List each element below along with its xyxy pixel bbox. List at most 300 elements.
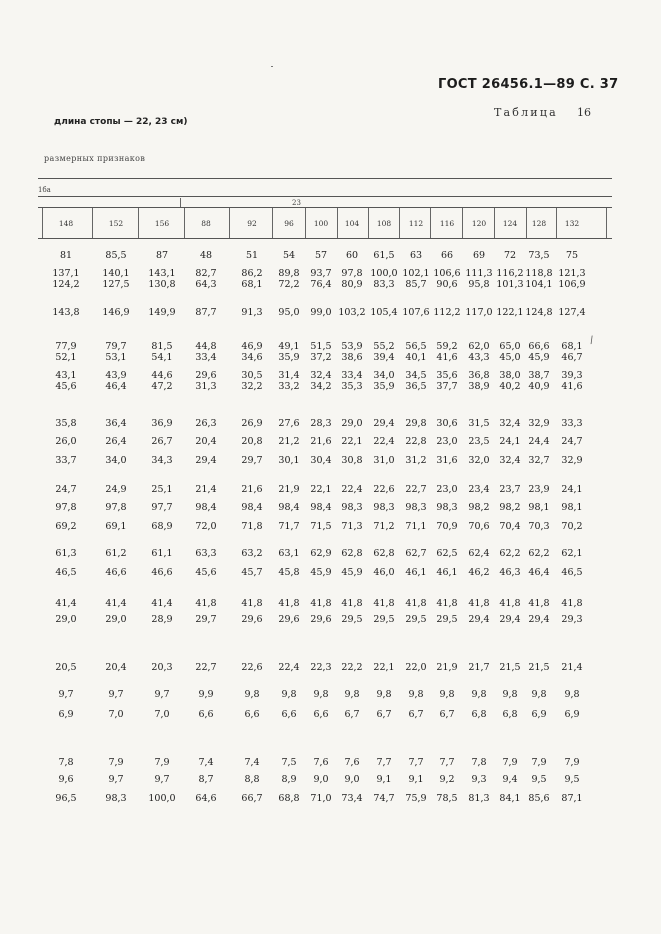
cell-line: 51 bbox=[245, 250, 259, 261]
cell-line: 68,1 bbox=[241, 279, 263, 290]
cell-line: 45,9 bbox=[310, 567, 332, 578]
cell-line: 66,6 bbox=[528, 341, 550, 352]
cell-line: 9,8 bbox=[313, 689, 329, 700]
cell-line: 93,7 bbox=[310, 268, 332, 279]
cell-line: 7,4 bbox=[198, 757, 214, 768]
table-cell bbox=[184, 548, 228, 559]
cell-line: 36,5 bbox=[405, 381, 427, 392]
cell-line: 41,8 bbox=[436, 598, 458, 609]
table-cell bbox=[94, 370, 138, 392]
group-divider bbox=[180, 198, 181, 207]
table-cell bbox=[184, 484, 228, 495]
group-value: 23 bbox=[292, 199, 301, 207]
table-cell bbox=[140, 436, 184, 447]
cell-line: 49,1 bbox=[278, 341, 300, 352]
table-cell bbox=[140, 567, 184, 578]
cell-line: 70,9 bbox=[436, 521, 458, 532]
table-subtitle: длина стопы — 22, 23 см) bbox=[54, 117, 188, 127]
table-cell bbox=[184, 455, 228, 466]
cell-line: 9,5 bbox=[531, 774, 547, 785]
cell-line: 20,4 bbox=[105, 662, 127, 673]
cell-line: 54 bbox=[282, 250, 296, 261]
cell-line: 87 bbox=[155, 250, 169, 261]
features-label: размерных признаков bbox=[44, 154, 146, 163]
pencil-mark-icon: / bbox=[589, 334, 595, 347]
cell-line: 95,0 bbox=[278, 307, 300, 318]
column-divider bbox=[272, 208, 273, 238]
cell-line: 46,7 bbox=[561, 352, 583, 363]
cell-line: 22,7 bbox=[405, 484, 427, 495]
cell-line: 46,6 bbox=[105, 567, 127, 578]
table-cell bbox=[184, 774, 228, 785]
cell-line: 83,3 bbox=[373, 279, 395, 290]
cell-line: 7,8 bbox=[471, 757, 487, 768]
column-header: 128 bbox=[531, 219, 547, 228]
cell-line: 6,6 bbox=[281, 709, 297, 720]
cell-line: 22,1 bbox=[373, 662, 395, 673]
cell-line: 6,8 bbox=[502, 709, 518, 720]
table-cell bbox=[550, 436, 594, 447]
table-cell bbox=[44, 567, 88, 578]
table-cell bbox=[184, 567, 228, 578]
cell-line: 70,2 bbox=[561, 521, 583, 532]
table-cell bbox=[550, 484, 594, 495]
cell-line: 44,6 bbox=[151, 370, 173, 381]
cell-line: 32,4 bbox=[499, 455, 521, 466]
cell-line: 9,7 bbox=[58, 689, 74, 700]
table-cell bbox=[140, 774, 184, 785]
table-cell bbox=[44, 455, 88, 466]
cell-line: 96,5 bbox=[55, 793, 77, 804]
cell-line: 68,9 bbox=[151, 521, 173, 532]
table-cell bbox=[550, 662, 594, 673]
cell-line: 9,7 bbox=[108, 774, 124, 785]
cell-line: 26,4 bbox=[105, 436, 127, 447]
table-cell bbox=[184, 502, 228, 513]
cell-line: 40,9 bbox=[528, 381, 550, 392]
cell-line: 9,9 bbox=[198, 689, 214, 700]
cell-line: 99,0 bbox=[310, 307, 332, 318]
cell-line: 29,7 bbox=[241, 455, 263, 466]
cell-line: 21,5 bbox=[499, 662, 521, 673]
cell-line: 38,9 bbox=[468, 381, 490, 392]
speck bbox=[271, 66, 273, 67]
cell-line: 24,1 bbox=[561, 484, 583, 495]
table-cell bbox=[94, 793, 138, 804]
cell-line: 6,6 bbox=[198, 709, 214, 720]
cell-line: 106,6 bbox=[433, 268, 461, 279]
cell-line: 75,9 bbox=[405, 793, 427, 804]
cell-line: 9,7 bbox=[154, 689, 170, 700]
cell-line: 45,6 bbox=[55, 381, 77, 392]
cell-line: 70,4 bbox=[499, 521, 521, 532]
cell-line: 51,5 bbox=[310, 341, 332, 352]
cell-line: 6,7 bbox=[408, 709, 424, 720]
cell-line: 29,4 bbox=[373, 418, 395, 429]
table-cell bbox=[550, 598, 594, 609]
table-cell bbox=[44, 793, 88, 804]
table-cell bbox=[184, 662, 228, 673]
cell-line: 143,1 bbox=[148, 268, 176, 279]
cell-line: 98,3 bbox=[341, 502, 363, 513]
cell-line: 20,8 bbox=[241, 436, 263, 447]
cell-line: 31,6 bbox=[436, 455, 458, 466]
table-cell bbox=[550, 757, 594, 768]
cell-line: 105,4 bbox=[370, 307, 398, 318]
cell-line: 91,3 bbox=[241, 307, 263, 318]
table-cell bbox=[94, 484, 138, 495]
table-cell bbox=[550, 548, 594, 559]
cell-line: 33,4 bbox=[195, 352, 217, 363]
cell-line: 35,3 bbox=[341, 381, 363, 392]
cell-line: 34,3 bbox=[151, 455, 173, 466]
table-cell bbox=[184, 307, 228, 318]
cell-line: 29,6 bbox=[241, 614, 263, 625]
cell-line: 43,1 bbox=[55, 370, 77, 381]
cell-line: 29,4 bbox=[499, 614, 521, 625]
column-divider bbox=[606, 208, 607, 238]
table-cell bbox=[550, 341, 594, 363]
cell-line: 34,6 bbox=[241, 352, 263, 363]
cell-line: 71,5 bbox=[310, 521, 332, 532]
cell-line: 29,7 bbox=[195, 614, 217, 625]
cell-line: 43,9 bbox=[105, 370, 127, 381]
table-cell bbox=[184, 418, 228, 429]
cell-line: 41,4 bbox=[151, 598, 173, 609]
cell-line: 9,1 bbox=[376, 774, 392, 785]
table-cell bbox=[550, 614, 594, 625]
cell-line: 22,2 bbox=[341, 662, 363, 673]
cell-line: 121,3 bbox=[558, 268, 586, 279]
cell-line: 46,3 bbox=[499, 567, 521, 578]
table-cell bbox=[44, 757, 88, 768]
table-cell bbox=[550, 709, 594, 720]
table-cell bbox=[140, 662, 184, 673]
cell-line: 63,2 bbox=[241, 548, 263, 559]
cell-line: 34,5 bbox=[405, 370, 427, 381]
cell-line: 98,3 bbox=[436, 502, 458, 513]
cell-line: 46,2 bbox=[468, 567, 490, 578]
cell-line: 9,8 bbox=[471, 689, 487, 700]
cell-line: 89,8 bbox=[278, 268, 300, 279]
cell-line: 36,9 bbox=[151, 418, 173, 429]
cell-line: 98,4 bbox=[278, 502, 300, 513]
cell-line: 9,7 bbox=[108, 689, 124, 700]
cell-line: 27,6 bbox=[278, 418, 300, 429]
column-header: 116 bbox=[439, 219, 455, 228]
cell-line: 29,4 bbox=[528, 614, 550, 625]
cell-line: 9,7 bbox=[154, 774, 170, 785]
cell-line: 60 bbox=[345, 250, 359, 261]
cell-line: 23,9 bbox=[528, 484, 550, 495]
cell-line: 32,2 bbox=[241, 381, 263, 392]
cell-line: 59,2 bbox=[436, 341, 458, 352]
cell-line: 35,9 bbox=[373, 381, 395, 392]
cell-line: 98,3 bbox=[373, 502, 395, 513]
cell-line: 62,2 bbox=[528, 548, 550, 559]
cell-line: 29,5 bbox=[341, 614, 363, 625]
cell-line: 71,8 bbox=[241, 521, 263, 532]
cell-line: 46,6 bbox=[151, 567, 173, 578]
cell-line: 46,1 bbox=[436, 567, 458, 578]
table-cell bbox=[94, 341, 138, 363]
cell-line: 9,8 bbox=[244, 689, 260, 700]
cell-line: 87,1 bbox=[561, 793, 583, 804]
column-header: 148 bbox=[58, 219, 74, 228]
table-cell bbox=[94, 567, 138, 578]
cell-line: 26,9 bbox=[241, 418, 263, 429]
cell-line: 137,1 bbox=[52, 268, 80, 279]
cell-line: 30,8 bbox=[341, 455, 363, 466]
cell-line: 30,5 bbox=[241, 370, 263, 381]
cell-line: 29,5 bbox=[373, 614, 395, 625]
column-header: 112 bbox=[408, 219, 424, 228]
cell-line: 22,4 bbox=[278, 662, 300, 673]
cell-line: 7,9 bbox=[502, 757, 518, 768]
cell-line: 61,3 bbox=[55, 548, 77, 559]
table-cell bbox=[184, 689, 228, 700]
cell-line: 149,9 bbox=[148, 307, 176, 318]
table-cell bbox=[44, 436, 88, 447]
cell-line: 9,8 bbox=[502, 689, 518, 700]
table-cell bbox=[184, 341, 228, 363]
cell-line: 62,8 bbox=[341, 548, 363, 559]
cell-line: 32,9 bbox=[528, 418, 550, 429]
rule-group bbox=[38, 196, 612, 197]
table-cell bbox=[140, 307, 184, 318]
cell-line: 8,9 bbox=[281, 774, 297, 785]
table-cell bbox=[44, 614, 88, 625]
cell-line: 29,5 bbox=[405, 614, 427, 625]
cell-line: 46,9 bbox=[241, 341, 263, 352]
cell-line: 53,9 bbox=[341, 341, 363, 352]
cell-line: 41,6 bbox=[436, 352, 458, 363]
cell-line: 65,0 bbox=[499, 341, 521, 352]
cell-line: 39,3 bbox=[561, 370, 583, 381]
cell-line: 9,8 bbox=[564, 689, 580, 700]
cell-line: 7,5 bbox=[281, 757, 297, 768]
cell-line: 45,8 bbox=[278, 567, 300, 578]
cell-line: 37,7 bbox=[436, 381, 458, 392]
table-cell bbox=[184, 709, 228, 720]
cell-line: 31,2 bbox=[405, 455, 427, 466]
cell-line: 21,7 bbox=[468, 662, 490, 673]
cell-line: 9,8 bbox=[408, 689, 424, 700]
cell-line: 34,0 bbox=[373, 370, 395, 381]
cell-line: 35,8 bbox=[55, 418, 77, 429]
table-cell bbox=[94, 757, 138, 768]
cell-line: 29,6 bbox=[310, 614, 332, 625]
cell-line: 102,1 bbox=[402, 268, 430, 279]
cell-line: 101,3 bbox=[496, 279, 524, 290]
cell-line: 41,4 bbox=[105, 598, 127, 609]
table-cell bbox=[94, 268, 138, 290]
cell-line: 22,4 bbox=[373, 436, 395, 447]
cell-line: 70,6 bbox=[468, 521, 490, 532]
cell-line: 24,7 bbox=[55, 484, 77, 495]
cell-line: 100,0 bbox=[370, 268, 398, 279]
cell-line: 6,7 bbox=[344, 709, 360, 720]
table-cell bbox=[94, 455, 138, 466]
table-cell bbox=[184, 268, 228, 290]
cell-line: 7,9 bbox=[108, 757, 124, 768]
cell-line: 6,9 bbox=[564, 709, 580, 720]
column-divider bbox=[184, 208, 185, 238]
column-header: 92 bbox=[247, 219, 257, 228]
table-cell bbox=[94, 662, 138, 673]
cell-line: 98,4 bbox=[195, 502, 217, 513]
cell-line: 130,8 bbox=[148, 279, 176, 290]
cell-line: 117,0 bbox=[465, 307, 493, 318]
cell-line: 68,1 bbox=[561, 341, 583, 352]
cell-line: 112,2 bbox=[433, 307, 461, 318]
cell-line: 9,0 bbox=[313, 774, 329, 785]
cell-line: 41,6 bbox=[561, 381, 583, 392]
cell-line: 61,1 bbox=[151, 548, 173, 559]
cell-line: 78,5 bbox=[436, 793, 458, 804]
cell-line: 35,6 bbox=[436, 370, 458, 381]
table-cell bbox=[44, 521, 88, 532]
cell-line: 68,8 bbox=[278, 793, 300, 804]
table-cell bbox=[44, 484, 88, 495]
cell-line: 9,6 bbox=[58, 774, 74, 785]
table-cell bbox=[94, 709, 138, 720]
cell-line: 85,7 bbox=[405, 279, 427, 290]
cell-line: 39,4 bbox=[373, 352, 395, 363]
table-cell bbox=[184, 250, 228, 261]
table-cell bbox=[140, 502, 184, 513]
table-cell bbox=[140, 548, 184, 559]
column-divider bbox=[42, 208, 43, 238]
cell-line: 41,8 bbox=[468, 598, 490, 609]
column-header: 152 bbox=[108, 219, 124, 228]
column-header: 108 bbox=[376, 219, 392, 228]
cell-line: 29,3 bbox=[561, 614, 583, 625]
cell-line: 62,4 bbox=[468, 548, 490, 559]
cell-line: 29,0 bbox=[55, 614, 77, 625]
cell-line: 98,4 bbox=[310, 502, 332, 513]
cell-line: 124,2 bbox=[52, 279, 80, 290]
table-cell bbox=[550, 307, 594, 318]
cell-line: 26,7 bbox=[151, 436, 173, 447]
table-cell bbox=[184, 757, 228, 768]
table-cell bbox=[94, 418, 138, 429]
cell-line: 62,7 bbox=[405, 548, 427, 559]
table-cell bbox=[550, 250, 594, 261]
table-cell bbox=[140, 689, 184, 700]
cell-line: 127,5 bbox=[102, 279, 130, 290]
cell-line: 84,1 bbox=[499, 793, 521, 804]
table-cell bbox=[94, 548, 138, 559]
cell-line: 21,9 bbox=[278, 484, 300, 495]
cell-line: 43,3 bbox=[468, 352, 490, 363]
table-cell bbox=[44, 307, 88, 318]
table-cell bbox=[140, 484, 184, 495]
cell-line: 21,2 bbox=[278, 436, 300, 447]
cell-line: 41,8 bbox=[528, 598, 550, 609]
cell-line: 45,9 bbox=[341, 567, 363, 578]
cell-line: 22,3 bbox=[310, 662, 332, 673]
cell-line: 21,4 bbox=[195, 484, 217, 495]
cell-line: 33,7 bbox=[55, 455, 77, 466]
cell-line: 41,8 bbox=[405, 598, 427, 609]
table-cell bbox=[184, 370, 228, 392]
table-cell bbox=[94, 689, 138, 700]
cell-line: 22,6 bbox=[241, 662, 263, 673]
cell-line: 9,8 bbox=[439, 689, 455, 700]
cell-line: 97,8 bbox=[55, 502, 77, 513]
cell-line: 63,3 bbox=[195, 548, 217, 559]
cell-line: 44,8 bbox=[195, 341, 217, 352]
cell-line: 41,8 bbox=[499, 598, 521, 609]
cell-line: 118,8 bbox=[525, 268, 553, 279]
cell-line: 97,8 bbox=[105, 502, 127, 513]
cell-line: 29,0 bbox=[341, 418, 363, 429]
cell-line: 24,4 bbox=[528, 436, 550, 447]
cell-line: 46,5 bbox=[561, 567, 583, 578]
table-cell bbox=[184, 793, 228, 804]
table-cell bbox=[44, 662, 88, 673]
cell-line: 45,9 bbox=[528, 352, 550, 363]
cell-line: 20,5 bbox=[55, 662, 77, 673]
cell-line: 9,5 bbox=[564, 774, 580, 785]
cell-line: 22,1 bbox=[310, 484, 332, 495]
table-cell bbox=[140, 418, 184, 429]
cell-line: 30,1 bbox=[278, 455, 300, 466]
cell-line: 111,3 bbox=[465, 268, 493, 279]
cell-line: 20,4 bbox=[195, 436, 217, 447]
cell-line: 76,4 bbox=[310, 279, 332, 290]
table-cell bbox=[550, 418, 594, 429]
cell-line: 106,9 bbox=[558, 279, 586, 290]
cell-line: 7,6 bbox=[344, 757, 360, 768]
cell-line: 122,1 bbox=[496, 307, 524, 318]
cell-line: 31,0 bbox=[373, 455, 395, 466]
table-cell bbox=[94, 436, 138, 447]
cell-line: 98,3 bbox=[405, 502, 427, 513]
cell-line: 85,5 bbox=[105, 250, 127, 261]
cell-line: 9,8 bbox=[281, 689, 297, 700]
cell-line: 26,0 bbox=[55, 436, 77, 447]
cell-line: 97,8 bbox=[341, 268, 363, 279]
cell-line: 77,9 bbox=[55, 341, 77, 352]
cell-line: 8,7 bbox=[198, 774, 214, 785]
table-cell bbox=[140, 521, 184, 532]
table-cell bbox=[94, 307, 138, 318]
cell-line: 6,9 bbox=[531, 709, 547, 720]
cell-line: 45,0 bbox=[499, 352, 521, 363]
cell-line: 41,8 bbox=[241, 598, 263, 609]
cell-line: 23,4 bbox=[468, 484, 490, 495]
cell-line: 61,2 bbox=[105, 548, 127, 559]
table-cell bbox=[94, 502, 138, 513]
cell-line: 36,4 bbox=[105, 418, 127, 429]
cell-line: 90,6 bbox=[436, 279, 458, 290]
cell-line: 61,5 bbox=[373, 250, 395, 261]
cell-line: 9,0 bbox=[344, 774, 360, 785]
cell-line: 98,3 bbox=[105, 793, 127, 804]
cell-line: 86,2 bbox=[241, 268, 263, 279]
table-cell bbox=[44, 709, 88, 720]
table-cell bbox=[44, 689, 88, 700]
cell-line: 9,1 bbox=[408, 774, 424, 785]
cell-line: 104,1 bbox=[525, 279, 553, 290]
column-header: 120 bbox=[471, 219, 487, 228]
cell-line: 22,8 bbox=[405, 436, 427, 447]
table-cell bbox=[550, 370, 594, 392]
cell-line: 64,3 bbox=[195, 279, 217, 290]
column-header: 96 bbox=[284, 219, 294, 228]
